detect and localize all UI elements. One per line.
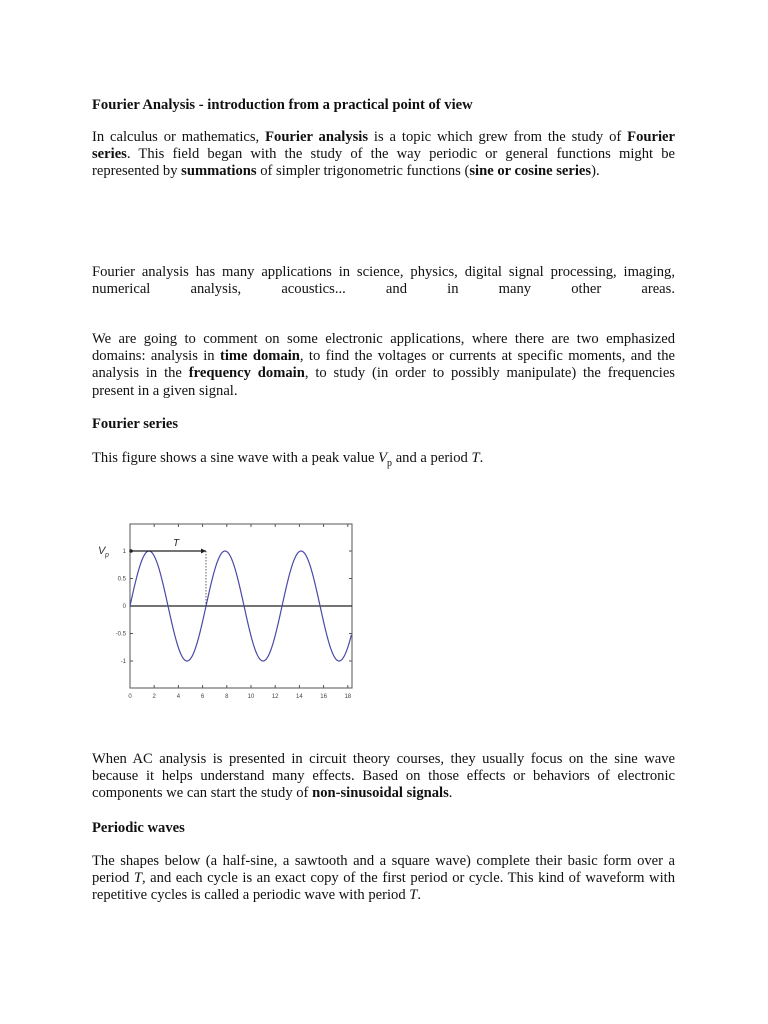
x-tick-label: 12 [271, 694, 279, 700]
vp-axis-label-subscript: p [105, 552, 109, 559]
x-tick-label: 6 [200, 694, 205, 700]
figure-caption [92, 450, 675, 472]
text: of simpler trigonometric functions ( [256, 163, 470, 180]
text: , to study (in order to possibly manipulate) the frequencies present in a given signal. [92, 365, 675, 399]
text: This figure shows a sine wave with a peak value [92, 450, 379, 466]
text: and a period [392, 450, 472, 466]
bold-term: time domain [219, 348, 300, 365]
text: is a topic which grew from the study of [368, 129, 628, 145]
text: ). [591, 163, 600, 180]
vp-axis-label: V [98, 545, 106, 557]
sine-wave-figure [92, 508, 358, 704]
x-tick-label: 16 [320, 694, 327, 700]
x-tick-label: 18 [344, 694, 352, 700]
y-tick-label: 1 [122, 549, 126, 555]
x-tick-label: 8 [225, 694, 229, 700]
domains-paragraph [92, 331, 675, 400]
text: In calculus or mathematics, [92, 129, 266, 145]
bold-term: sine or cosine series [469, 163, 592, 180]
bold-term: Fourier analysis [265, 129, 369, 145]
ac-analysis-paragraph [92, 751, 675, 803]
text: We are going to comment on some electronic applications, where there are two emphasized domains: analysis in [92, 331, 675, 365]
bold-term: frequency domain [188, 365, 305, 382]
intro-paragraph [92, 129, 675, 181]
text: , and each cycle is an exact copy of the first period or cycle. This kind of waveform with repetitive cycles is called a periodic wave with period [92, 870, 675, 904]
heading-periodic-waves: Periodic waves [92, 820, 185, 836]
sine-wave-chart [92, 508, 358, 704]
math-symbol: T [409, 887, 418, 904]
x-tick-label: 10 [247, 694, 255, 700]
text: . [417, 887, 422, 904]
text: . This field began with the study of the way periodic or general functions might be represented by [92, 146, 675, 180]
x-tick-label: 2 [152, 694, 156, 700]
math-symbol: V [378, 450, 388, 466]
text: Fourier analysis has many applications in science, physics, digital signal processing, imaging, [92, 264, 675, 280]
periodic-paragraph [92, 853, 675, 905]
bold-term: non-sinusoidal signals [312, 785, 449, 802]
bold-term: Fourier series [92, 129, 675, 163]
text: . [448, 785, 453, 802]
math-symbol: T [471, 450, 480, 466]
period-label: T [172, 538, 180, 549]
subscript: p [387, 457, 393, 469]
math-symbol: T [133, 870, 142, 887]
y-tick-label: -0.5 [115, 631, 126, 638]
text: When AC analysis is presented in circuit theory courses, they usually focus on the sine wave because it helps understand many effects. Based on those effects or behaviors of electronic components we can start the study of [92, 751, 675, 802]
y-tick-label: -1 [120, 659, 126, 665]
x-tick-label: 4 [176, 694, 181, 700]
document-title: Fourier Analysis - introduction from a practical point of view [92, 97, 473, 113]
text: numerical analysis, acoustics... and in many other areas. [92, 281, 675, 298]
applications-paragraph [92, 264, 675, 298]
period-arrow-start [129, 549, 133, 553]
heading-fourier-series: Fourier series [92, 416, 179, 432]
x-tick-label: 14 [296, 694, 303, 700]
y-tick-label: 0 [122, 604, 126, 610]
x-tick-label: 0 [128, 694, 132, 700]
bold-term: summations [181, 163, 257, 180]
y-tick-label: 0.5 [117, 576, 126, 583]
text: The shapes below (a half-sine, a sawtooth and a square wave) complete their basic form over a period [92, 853, 675, 887]
text: . [479, 450, 484, 466]
text: , to find the voltages or currents at specific moments, and the analysis in the [92, 348, 675, 382]
